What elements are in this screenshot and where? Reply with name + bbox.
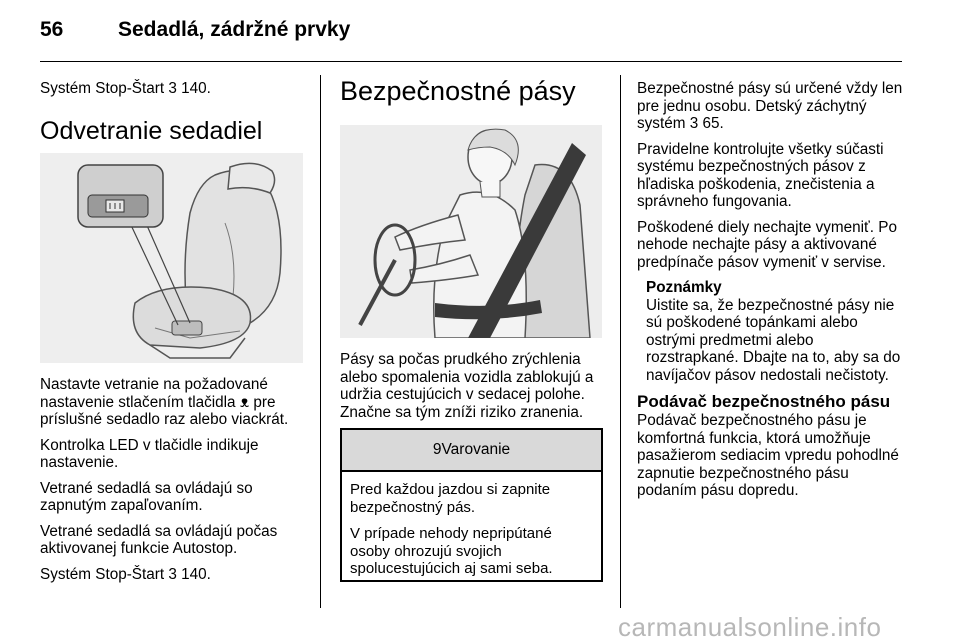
warning-header	[342, 430, 601, 472]
right-paragraph-3: Poškodené diely nechajte vymeniť. Po nehode nechajte pásy a aktivované predpínače pásov vymeniť v servise.	[637, 218, 897, 271]
section-heading-seatbelts: Bezpečnostné pásy	[340, 76, 576, 106]
warning-title: Varovanie	[441, 441, 511, 458]
watermark: carmanualsonline.info	[618, 612, 882, 642]
column-divider-left	[320, 75, 321, 608]
note-text: Uistite sa, že bezpečnostné pásy nie sú poškodené topánkami alebo ostrými predmetmi alebo rozstrapkané. Dbajte na to, aby sa do navíjačov pásov nedostali nečistoty.	[646, 296, 901, 384]
right-paragraph-2: Pravidelne kontrolujte všetky súčasti systému bezpečnostných pásov z hľadiska poškodenia, znečistenia a správneho fungovania.	[637, 140, 884, 210]
warning-text-1: Pred každou jazdou si zapnite bezpečnostný pás.	[350, 481, 551, 516]
stop-start-reference: Systém Stop-Štart 3 140.	[40, 80, 211, 97]
right-body	[637, 80, 907, 508]
ventilation-paragraph-2: Kontrolka LED v tlačidle indikuje nastavenie.	[40, 436, 259, 471]
ventilation-paragraph-1: Nastavte vetranie na požadované nastavenie stlačením tlačidla ᴥ pre príslušné sedadlo raz alebo viackrát.	[40, 376, 289, 428]
warning-text-2: V prípade nehody nepripútané osoby ohrozujú svojich spolucestujúcich aj sami seba.	[350, 525, 553, 577]
warning-box	[340, 428, 603, 582]
page-header	[0, 0, 960, 62]
page-title: Sedadlá, zádržné prvky	[118, 18, 351, 41]
seat-ventilation-illustration	[40, 153, 303, 363]
left-intro	[40, 80, 305, 106]
page-number: 56	[40, 18, 64, 41]
section-heading-belt-presenter: Podávač bezpečnostného pásu	[637, 392, 891, 411]
ventilation-paragraph-4: Vetrané sedadlá sa ovládajú počas aktivovanej funkcie Autostop.	[40, 522, 278, 557]
seatbelt-intro	[340, 351, 610, 429]
left-body	[40, 376, 310, 591]
ventilation-paragraph-3: Vetrané sedadlá sa ovládajú so zapnutým zapaľovaním.	[40, 479, 253, 514]
section-heading-ventilation: Odvetranie sedadiel	[40, 117, 263, 145]
right-paragraph-4: Podávač bezpečnostného pásu je komfortná funkcia, ktorá umožňuje pasažierom sediacim vpredu pohodlné zapnutie bezpečnostného pásu podaním pásu dopredu.	[637, 412, 899, 499]
seatbelt-driver-illustration	[340, 125, 602, 338]
header-rule	[40, 61, 902, 62]
note-block	[646, 279, 907, 384]
warning-body	[342, 472, 601, 578]
note-title: Poznámky	[646, 279, 722, 296]
right-paragraph-1: Bezpečnostné pásy sú určené vždy len pre jednu osobu. Detský záchytný systém 3 65.	[637, 80, 903, 132]
warning-icon: 9	[432, 441, 442, 458]
ventilation-paragraph-5: Systém Stop-Štart 3 140.	[40, 565, 211, 583]
seatbelt-paragraph-1: Pásy sa počas prudkého zrýchlenia alebo spomalenia vozidla zablokujú a udržia cestujúcich v sedacej polohe. Značne sa tým zníži riziko zranenia.	[340, 351, 594, 421]
column-divider-right	[620, 75, 621, 608]
